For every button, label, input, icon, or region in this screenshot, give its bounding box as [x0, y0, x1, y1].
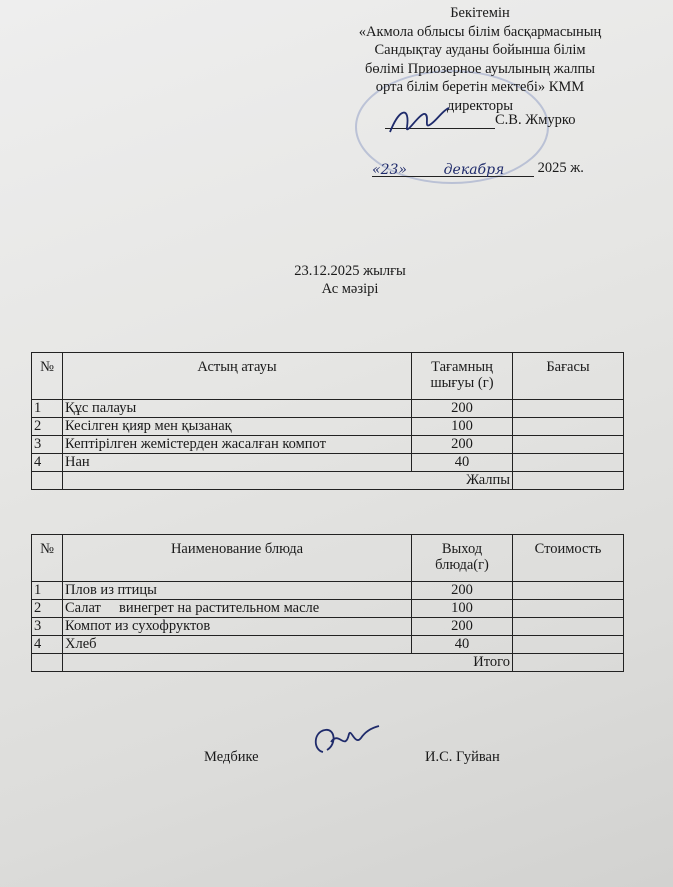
- dish-portion: 200: [412, 618, 513, 636]
- director-name: С.В. Жмурко: [495, 112, 576, 128]
- dish-name: Плов из птицы: [63, 582, 412, 600]
- nurse-name: И.С. Гуйван: [425, 749, 500, 765]
- table-row: [32, 618, 624, 636]
- total-value: [513, 654, 624, 672]
- dish-price: [513, 454, 624, 472]
- table-row: [32, 582, 624, 600]
- dish-price: [513, 400, 624, 418]
- menu-title: [150, 262, 550, 298]
- date-year: 2025 ж.: [537, 160, 584, 176]
- menu-table-ru: [31, 534, 624, 672]
- table-row: [32, 436, 624, 454]
- table-header-row: [32, 353, 624, 400]
- dish-portion: 100: [412, 600, 513, 618]
- table-row: [32, 400, 624, 418]
- dish-name: Құс палауы: [63, 400, 412, 418]
- table-total-row: [32, 654, 624, 672]
- dish-price: [513, 636, 624, 654]
- total-label: Итого: [63, 654, 513, 672]
- dish-price: [513, 618, 624, 636]
- table-row: [32, 418, 624, 436]
- header-number: №: [32, 353, 63, 400]
- row-number: 1: [32, 582, 63, 600]
- dish-price: [513, 582, 624, 600]
- dish-portion: 200: [412, 582, 513, 600]
- table-total-row: [32, 472, 624, 490]
- table-row: [32, 454, 624, 472]
- dish-name: Хлеб: [63, 636, 412, 654]
- approval-line-1: «Акмола облысы білім басқармасының: [358, 23, 602, 40]
- dish-name: Кесілген қияр мен қызанақ: [63, 418, 412, 436]
- dish-price: [513, 436, 624, 454]
- dish-price: [513, 418, 624, 436]
- table-header-row: [32, 535, 624, 582]
- menu-date: 23.12.2025 жылғы: [294, 263, 406, 279]
- dish-portion: 200: [412, 400, 513, 418]
- row-number: 4: [32, 454, 63, 472]
- approval-line-3: бөлімі Приозерное ауылының жалпы: [365, 60, 595, 77]
- dish-portion: 200: [412, 436, 513, 454]
- date-month: декабря: [443, 162, 505, 178]
- nurse-signature-icon: [305, 722, 385, 767]
- dish-portion: 100: [412, 418, 513, 436]
- row-number: 3: [32, 436, 63, 454]
- total-label: Жалпы: [63, 472, 513, 490]
- menu-name: Ас мәзірі: [321, 281, 379, 297]
- dish-name: Компот из сухофруктов: [63, 618, 412, 636]
- row-number: 3: [32, 618, 63, 636]
- approval-line-2: Сандықтау ауданы бойынша білім: [374, 42, 586, 58]
- dish-portion: 40: [412, 636, 513, 654]
- header-price: Бағасы: [513, 353, 624, 400]
- header-price: Стоимость: [513, 535, 624, 582]
- dish-price: [513, 600, 624, 618]
- header-portion: Тағамның шығуы (г): [412, 353, 513, 400]
- row-number: 1: [32, 400, 63, 418]
- header-dish-name: Наименование блюда: [63, 535, 412, 582]
- menu-table-kz: [31, 352, 624, 490]
- approval-date: [372, 160, 584, 177]
- dish-name: Салат винегрет на растительном масле: [63, 600, 412, 618]
- table-row: [32, 636, 624, 654]
- approval-line-5: директоры: [446, 97, 514, 114]
- total-value: [513, 472, 624, 490]
- header-number: №: [32, 535, 63, 582]
- approval-line-4: орта білім беретін мектебі» КММ: [375, 79, 585, 95]
- row-number: 2: [32, 600, 63, 618]
- approval-block: [330, 4, 630, 115]
- date-day: «23»: [372, 162, 407, 178]
- table-row: [32, 600, 624, 618]
- nurse-role: Медбике: [204, 749, 259, 765]
- dish-name: Кептірілген жемістерден жасалған компот: [63, 436, 412, 454]
- header-dish-name: Астың атауы: [63, 353, 412, 400]
- dish-portion: 40: [412, 454, 513, 472]
- row-number: 2: [32, 418, 63, 436]
- approval-heading: Бекітемін: [450, 5, 510, 21]
- dish-name: Нан: [63, 454, 412, 472]
- header-portion: Выход блюда(г): [412, 535, 513, 582]
- row-number: 4: [32, 636, 63, 654]
- director-signature-icon: [385, 102, 455, 142]
